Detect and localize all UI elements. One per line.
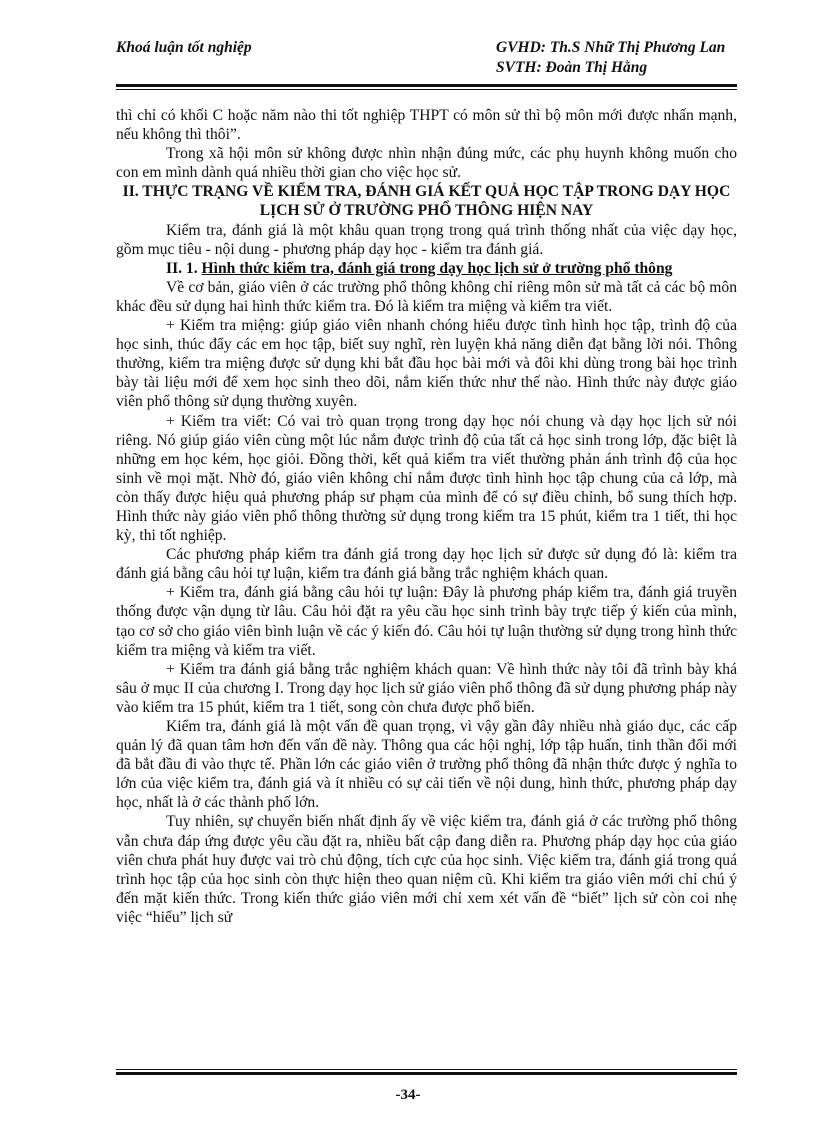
page-number: -34- (395, 1087, 421, 1103)
subsection-number: II. 1. (166, 259, 202, 277)
page-body (116, 106, 737, 927)
header-supervisor: GVHD: Th.S Nhữ Thị Phương Lan (496, 39, 726, 56)
paragraph: Kiểm tra, đánh giá là một khâu quan trọng trong quá trình thống nhất của việc dạy học, gồm mục tiêu - nội dung - phương pháp dạy học - kiểm tra đánh giá. (116, 221, 737, 258)
paragraph: + Kiểm tra, đánh giá bằng câu hỏi tự luận: Đây là phương pháp kiểm tra, đánh giá truyền thống được vận dụng từ lâu. Câu hỏi đặt ra yêu cầu học sinh trình bày trực tiếp ý kiến của mình, tạo cơ sở cho giáo viên bình luận về các ý kiến đó. Câu hỏi tự luận thường sử dụng trong hình thức kiểm tra miệng và kiểm tra viết. (116, 584, 737, 659)
paragraph: + Kiểm tra đánh giá bằng trắc nghiệm khách quan: Về hình thức này tôi đã trình bày khá sâu ở mục II của chương I. Trong dạy học lịch sử giáo viên phổ thông đã sử dụng phương pháp này vào kiểm tra 15 phút, kiểm tra 1 tiết, song còn chưa được phổ biến. (116, 660, 737, 716)
header-student: SVTH: Đoàn Thị Hằng (496, 59, 648, 76)
subsection-title: Hình thức kiểm tra, đánh giá trong dạy học lịch sử ở trường phổ thông (201, 259, 673, 277)
header-rule-thick (116, 84, 737, 87)
paragraph-continued: thì chỉ có khối C hoặc năm nào thi tốt nghiệp THPT có môn sử thì bộ môn mới được nhấn mạnh, nếu không thì thôi”. (116, 107, 737, 144)
paragraph: Trong xã hội môn sử không được nhìn nhận đúng mức, các phụ huynh không muốn cho con em mình dành quá nhiều thời gian cho việc học sử. (116, 145, 737, 182)
paragraph: Các phương pháp kiểm tra đánh giá trong dạy học lịch sử được sử dụng đó là: kiểm tra đánh giá bằng câu hỏi tự luận, kiểm tra đánh giá bằng trắc nghiệm khách quan. (116, 546, 737, 583)
subsection-heading (116, 259, 737, 278)
paragraph: Kiểm tra, đánh giá là một vấn đề quan trọng, vì vậy gần đây nhiều nhà giáo dục, các cấp quản lý đã quan tâm hơn đến vấn đề này. Thông qua các hội nghị, lớp tập huấn, tinh thần đổi mới đã bắt đầu đi vào thực tế. Phần lớn các giáo viên ở trường phổ thông đã nhận thức được ý nghĩa to lớn của việc kiểm tra, đánh giá và ít nhiều có sự cải tiến về nội dung, hình thức, phương pháp dạy học, nhất là ở các thành phố lớn. (116, 718, 737, 812)
header-credits (496, 38, 725, 78)
footer-rule-thick (116, 1072, 737, 1075)
paragraph: + Kiểm tra viết: Có vai trò quan trọng trong dạy học nói chung và dạy học lịch sử nói riêng. Nó giúp giáo viên cùng một lúc nắm được trình độ của tất cả học sinh trong lớp, đặc biệt là những em học kém, học giỏi. Đồng thời, kết quả kiểm tra viết thường phản ánh trình độ của học sinh về mọi mặt. Nhờ đó, giáo viên không chỉ nắm được tình hình học tập chung của cả lớp, mà còn thấy được hiệu quả phương pháp sư phạm của mình để có sự điều chỉnh, bổ sung thích hợp. Hình thức này giáo viên phổ thông thường sử dụng trong kiểm tra 15 phút, kiểm tra 1 tiết, thi học kỳ, thi tốt nghiệp. (116, 412, 737, 545)
paragraph: + Kiểm tra miệng: giúp giáo viên nhanh chóng hiểu được tình hình học tập, trình độ của học sinh, thúc đẩy các em học tập, biết suy nghĩ, rèn luyện khả năng diễn đạt bằng lời nói. Thông thường, kiểm tra miệng được sử dụng khi bắt đầu học bài mới và đôi khi dùng trong bài học trình bày tài liệu mới để xem học sinh theo dõi, nắm kiến thức như thế nào. Hình thức này được giáo viên phổ thông sử dụng thường xuyên. (116, 317, 737, 411)
header-thesis-title: Khoá luận tốt nghiệp (116, 39, 252, 56)
paragraph: Về cơ bản, giáo viên ở các trường phổ thông không chỉ riêng môn sử mà tất cả các bộ môn khác đều sử dụng hai hình thức kiểm tra. Đó là kiểm tra miệng và kiểm tra viết. (116, 278, 737, 315)
footer-rule-thin (116, 1069, 737, 1070)
section-heading: II. THỰC TRẠNG VỀ KIỂM TRA, ĐÁNH GIÁ KẾT QUẢ HỌC TẬP TRONG DẠY HỌC LỊCH SỬ Ở TRƯỜNG PHỔ THÔNG HIỆN NAY (122, 183, 731, 220)
header-rule-thin (116, 89, 737, 90)
paragraph: Tuy nhiên, sự chuyển biến nhất định ấy về việc kiểm tra, đánh giá ở các trường phổ thông vẫn chưa đáp ứng được yêu cầu đặt ra, nhiều bất cập đang diễn ra. Phương pháp dạy học của giáo viên chưa phát huy được vai trò chủ động, tích cực của học sinh. Việc kiểm tra, đánh giá trong quá trình học tập của học sinh còn thực hiện theo quan niệm cũ. Khi kiểm tra giáo viên mới chỉ chú ý đến mặt kiến thức. Trong kiến thức giáo viên mới chỉ xem xét vấn đề “biết” lịch sử còn coi nhẹ việc “hiểu” lịch sử (116, 813, 737, 926)
